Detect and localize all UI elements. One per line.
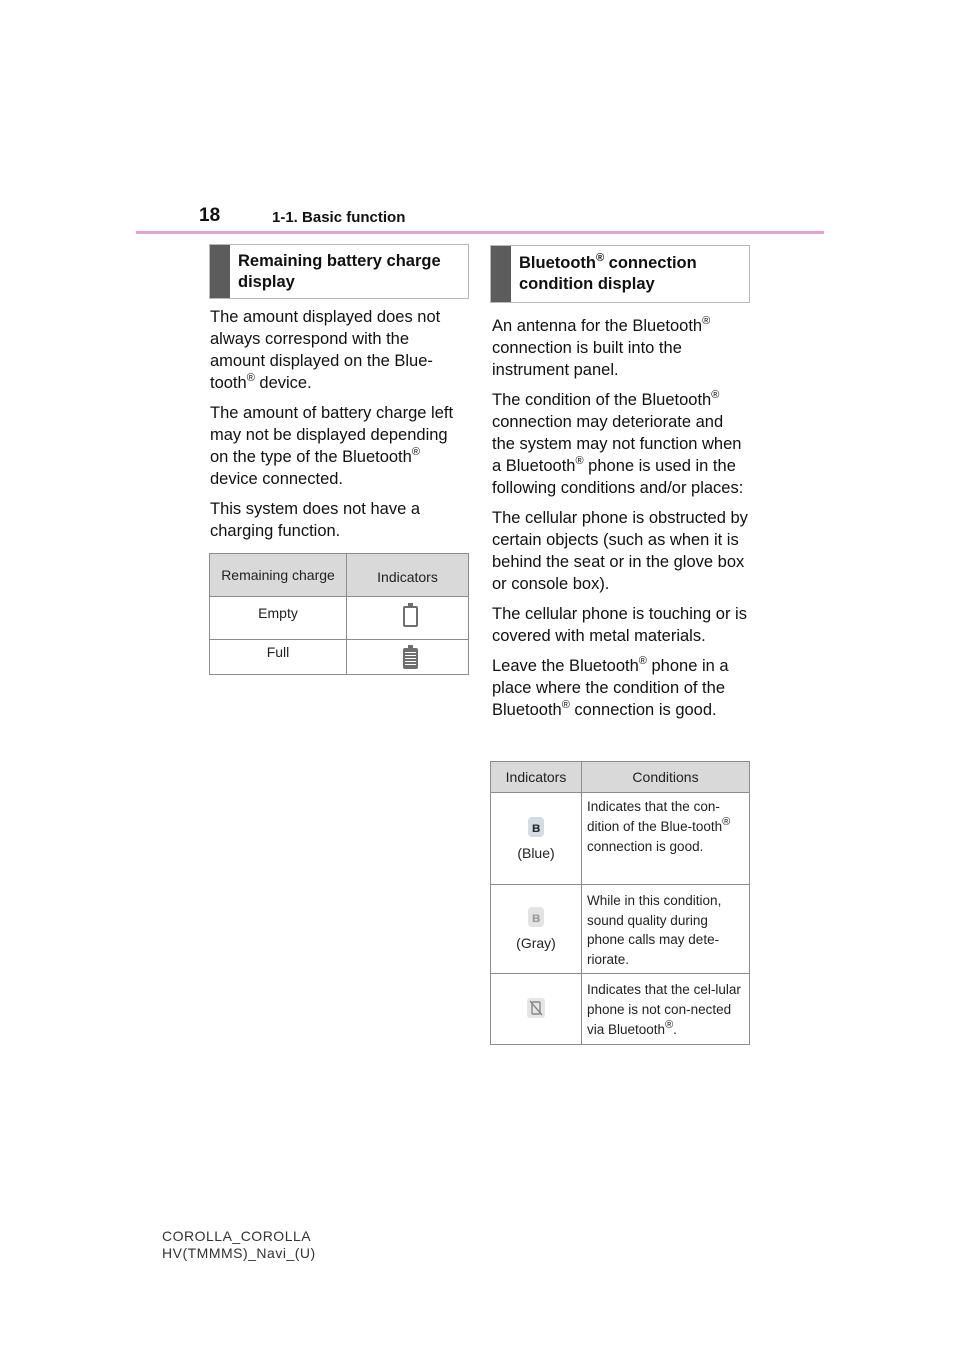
table-row: [491, 974, 750, 1045]
indicator-cell: [491, 885, 582, 974]
battery-heading: Remaining battery charge display: [238, 251, 441, 291]
bluetooth-disconnected-icon: [526, 997, 546, 1019]
condition-text: Indicates that the cel-lular phone is not con-nected via Bluetooth®.: [582, 974, 750, 1045]
indicator-label: (Gray): [516, 935, 556, 951]
charge-label: Empty: [210, 597, 347, 640]
table-header: Remaining charge: [210, 554, 347, 597]
table-row: [210, 597, 469, 640]
battery-heading-box: [209, 244, 469, 299]
bluetooth-text: [492, 315, 748, 729]
battery-full-icon: [403, 648, 418, 669]
charge-label: Full: [210, 640, 347, 675]
table-row: [491, 885, 750, 974]
footer-line: HV(TMMMS)_Navi_(U): [162, 1245, 316, 1261]
table-header: Indicators: [491, 762, 582, 793]
footer-line: COROLLA_COROLLA: [162, 1228, 312, 1244]
section-title: 1-1. Basic function: [272, 209, 406, 226]
heading-bar: [210, 245, 230, 298]
battery-text: [210, 306, 466, 550]
bluetooth-gray-icon: ʙ: [528, 907, 544, 927]
condition-text: Indicates that the con-dition of the Blue-tooth® connection is good.: [582, 793, 750, 885]
paragraph: An antenna for the Bluetooth® connection is built into the instrument panel.: [492, 314, 711, 379]
table-header: Conditions: [582, 762, 750, 793]
bluetooth-table: [490, 761, 750, 1045]
indicator-cell: [347, 640, 469, 675]
page-number: 18: [199, 205, 221, 226]
footer-model: [162, 1228, 316, 1262]
paragraph: Leave the Bluetooth® phone in a place where the condition of the Bluetooth® connection is good.: [492, 654, 729, 719]
header-rule: [136, 231, 824, 234]
table-row: [210, 640, 469, 675]
paragraph: The amount of battery charge left may not be displayed depending on the type of the Bluetooth® device connected.: [210, 404, 454, 488]
indicator-cell: [347, 597, 469, 640]
paragraph: This system does not have a charging function.: [210, 500, 421, 540]
paragraph: The condition of the Bluetooth® connection may deteriorate and the system may not function when a Bluetooth® phone is used in the following conditions and/or places:: [492, 388, 744, 497]
table-row: [491, 793, 750, 885]
condition-text: While in this condition, sound quality during phone calls may dete-riorate.: [582, 885, 750, 974]
paragraph: The cellular phone is touching or is covered with metal materials.: [492, 605, 747, 645]
battery-table: [209, 553, 469, 675]
paragraph: The cellular phone is obstructed by certain objects (such as when it is behind the seat or in the glove box or console box).: [492, 509, 748, 593]
bluetooth-heading: Bluetooth® connection condition display: [519, 251, 697, 293]
bluetooth-blue-icon: ʙ: [528, 817, 544, 837]
indicator-cell: [491, 974, 582, 1045]
indicator-cell: [491, 793, 582, 885]
heading-bar: [491, 246, 511, 302]
battery-empty-icon: [403, 606, 418, 627]
bluetooth-heading-box: [490, 245, 750, 303]
paragraph: The amount displayed does not always correspond with the amount displayed on the Blue-tooth® device.: [210, 308, 441, 392]
indicator-label: (Blue): [517, 844, 555, 861]
table-header: Indicators: [347, 554, 469, 597]
